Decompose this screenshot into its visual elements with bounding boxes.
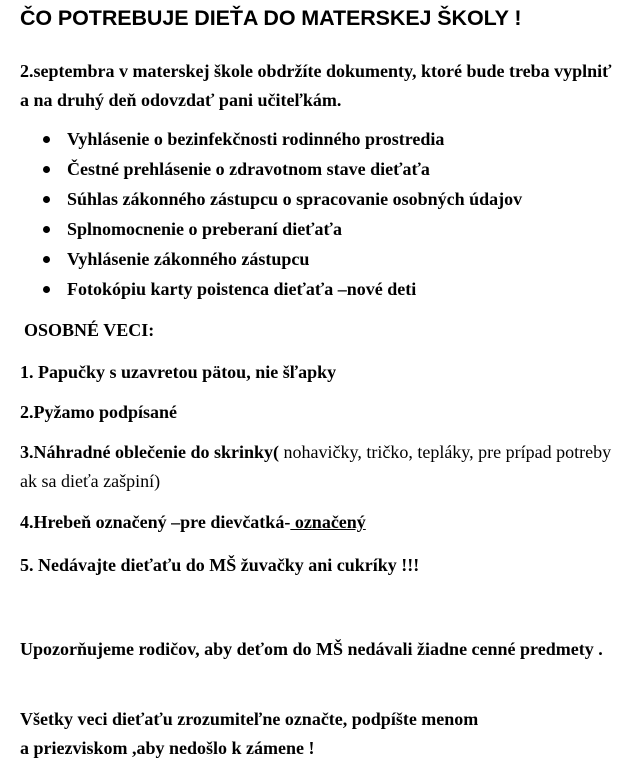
list-item: Čestné prehlásenie o zdravotnom stave dieťaťa — [0, 154, 522, 184]
personal-item-2: 2.Pyžamo podpísané — [20, 402, 178, 422]
bullet-icon — [43, 166, 50, 173]
list-item: Splnomocnenie o preberaní dieťaťa — [0, 214, 522, 244]
page-title: ČO POTREBUJE DIEŤA DO MATERSKEJ ŠKOLY ! — [20, 6, 522, 30]
warning-labeling: Všetky veci dieťaťu zrozumiteľne označte, podpíšte menom a priezviskom ,aby nedošlo k zámene ! — [20, 709, 479, 758]
personal-item-3: 3.Náhradné oblečenie do skrinky( nohavičky, tričko, tepláky, pre prípad potreby ak sa dieťa zašpiní) — [20, 442, 612, 491]
intro-paragraph: 2.septembra v materskej škole obdržíte dokumenty, ktoré bude treba vyplniť a na druhý deň odovzdať pani učiteľkám. — [20, 61, 612, 110]
bullet-icon — [43, 136, 50, 143]
personal-item-1: 1. Papučky s uzavretou pätou, nie šľapky — [20, 362, 337, 382]
personal-item-5: 5. Nedávajte dieťaťu do MŠ žuvačky ani cukríky !!! — [20, 555, 420, 575]
list-item: Súhlas zákonného zástupcu o spracovanie osobných údajov — [0, 184, 522, 214]
bullet-icon — [43, 286, 50, 293]
bullet-icon — [43, 196, 50, 203]
documents-list — [0, 124, 522, 304]
bullet-icon — [43, 256, 50, 263]
list-item: Vyhlásenie o bezinfekčnosti rodinného prostredia — [0, 124, 522, 154]
list-item: Fotokópiu karty poistenca dieťaťa –nové deti — [0, 274, 522, 304]
personal-item-4: 4.Hrebeň označený –pre dievčatká- označený — [20, 512, 366, 532]
bullet-icon — [43, 226, 50, 233]
personal-items-heading: OSOBNÉ VECI: — [24, 320, 155, 340]
list-item: Vyhlásenie zákonného zástupcu — [0, 244, 522, 274]
warning-valuables: Upozorňujeme rodičov, aby deťom do MŠ nedávali žiadne cenné predmety . — [20, 639, 603, 659]
